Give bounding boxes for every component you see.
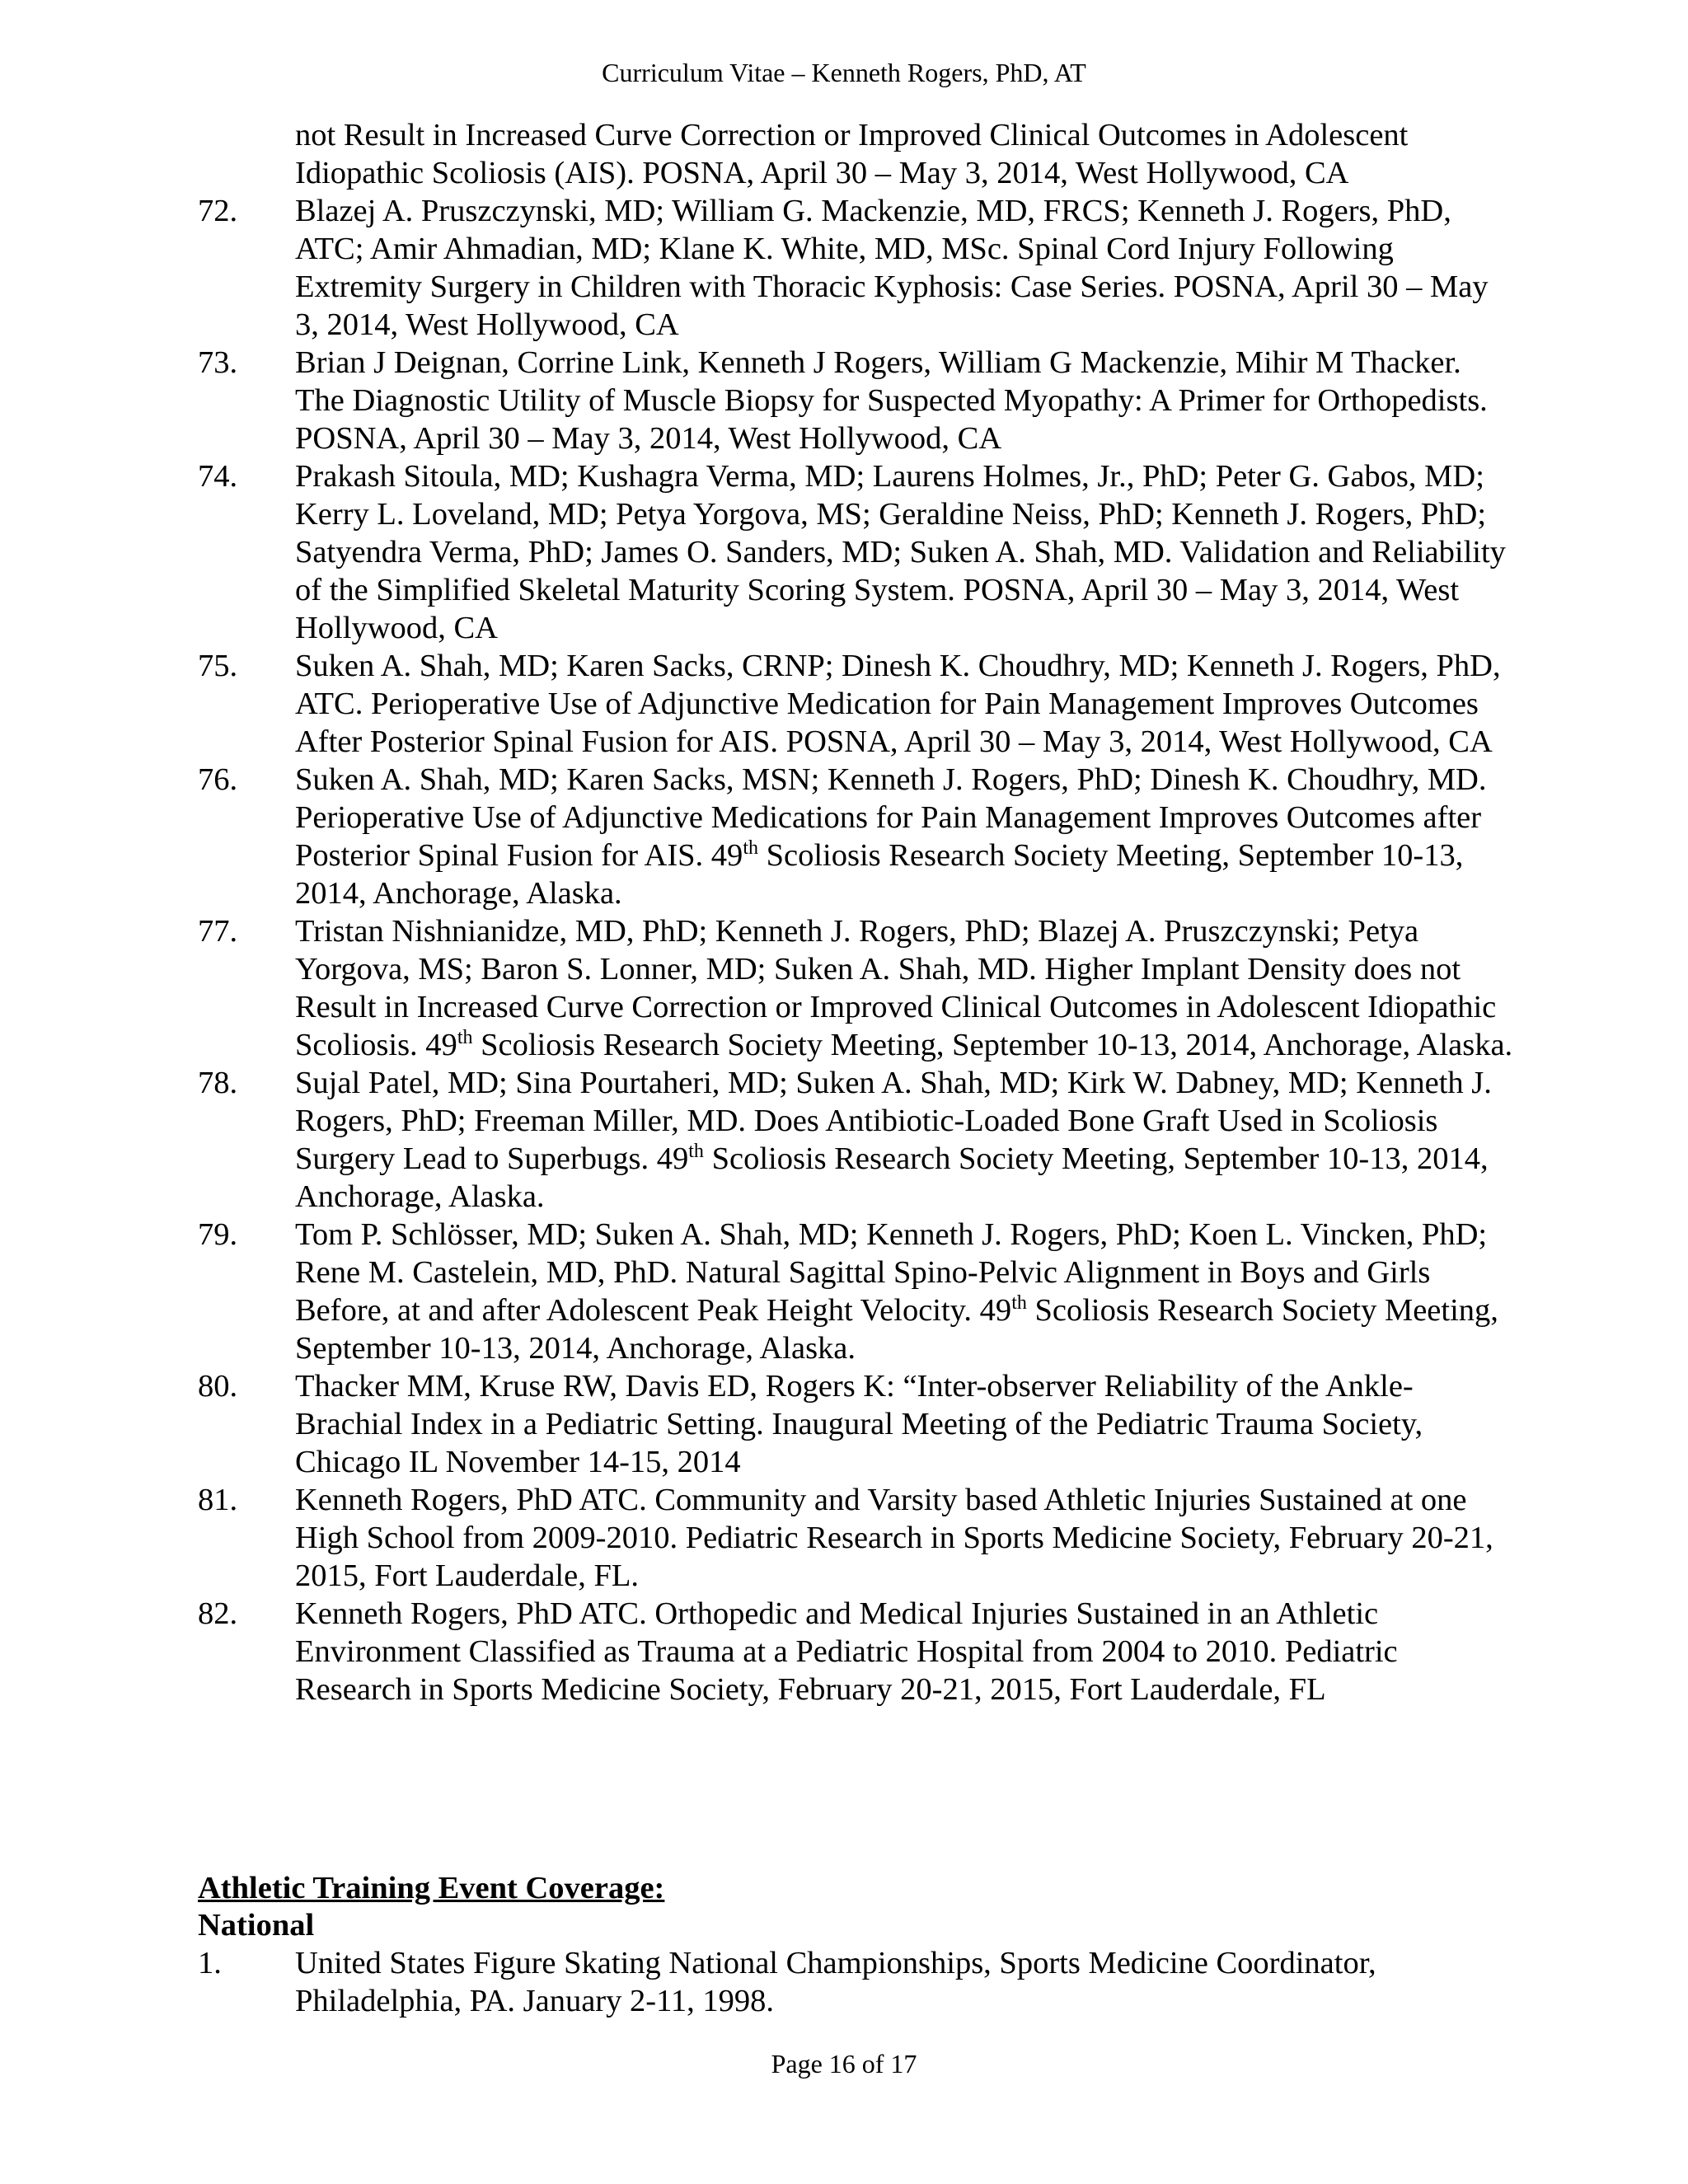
entry-number: 74.: [198, 459, 238, 494]
list-item: [198, 192, 1517, 344]
entry-text-before: Suken A. Shah, MD; Karen Sacks, MSN; Kenneth J. Rogers, PhD; Dinesh K. Choudhry, MD. Perioperative Use of Adjunctive Medications for Pain Management Improves Outcomes after Posterior Spinal Fusion for AIS. 49: [295, 762, 1487, 873]
entry-text: United States Figure Skating National Championships, Sports Medicine Coordinator, Philadelphia, PA. January 2-11, 1998.: [295, 1946, 1376, 2018]
presentations-list: [198, 116, 1517, 1708]
list-item: [198, 1216, 1517, 1367]
ordinal-suffix: th: [743, 837, 758, 859]
entry-number: 78.: [198, 1066, 238, 1100]
entry-text: [295, 762, 1486, 911]
entry-text: [295, 1066, 1492, 1214]
entry-text-before: Tom P. Schlösser, MD; Suken A. Shah, MD; Kenneth J. Rogers, PhD; Koen L. Vincken, PhD; Rene M. Castelein, MD, PhD. Natural Sagittal Spino-Pelvic Alignment in Boys and Girls Before, at and after Adolescent Peak Height Velocity. 49: [295, 1217, 1488, 1328]
entry-number: 72.: [198, 194, 238, 228]
entry-text-after: Scoliosis Research Society Meeting, September 10-13, 2014, Anchorage, Alaska.: [295, 1293, 1498, 1366]
list-item: [198, 344, 1517, 457]
list-item: [198, 1064, 1517, 1216]
entry-text: Kenneth Rogers, PhD ATC. Community and Varsity based Athletic Injuries Sustained at one High School from 2009-2010. Pediatric Research in Sports Medicine Society, February 20-21, 2015, Fort Lauderdale, FL.: [295, 1483, 1493, 1593]
entry-text: Kenneth Rogers, PhD ATC. Orthopedic and Medical Injuries Sustained in an Athletic Environment Classified as Trauma at a Pediatric Hospital from 2004 to 2010. Pediatric Research in Sports Medicine Society, February 20-21, 2015, Fort Lauderdale, FL: [295, 1596, 1398, 1707]
list-item: [198, 1367, 1517, 1481]
entry-text: Blazej A. Pruszczynski, MD; William G. Mackenzie, MD, FRCS; Kenneth J. Rogers, PhD, ATC; Amir Ahmadian, MD; Klane K. White, MD, MSc. Spinal Cord Injury Following Extremity Surgery in Children with Thoracic Kyphosis: Case Series. POSNA, April 30 – May 3, 2014, West Hollywood, CA: [295, 194, 1489, 342]
entry-number: 80.: [198, 1369, 238, 1404]
entry-number: 79.: [198, 1217, 238, 1252]
page-number: Page 16 of 17: [771, 2049, 917, 2079]
entry-text: Prakash Sitoula, MD; Kushagra Verma, MD; Laurens Holmes, Jr., PhD; Peter G. Gabos, MD; Kerry L. Loveland, MD; Petya Yorgova, MS; Geraldine Neiss, PhD; Kenneth J. Rogers, PhD; Satyendra Verma, PhD; James O. Sanders, MD; Suken A. Shah, MD. Validation and Reliability of the Simplified Skeletal Maturity Scoring System. POSNA, April 30 – May 3, 2014, West Hollywood, CA: [295, 459, 1506, 645]
ordinal-suffix: th: [457, 1027, 473, 1048]
list-item: [198, 912, 1517, 1064]
ordinal-suffix: th: [688, 1141, 704, 1162]
list-item: [198, 457, 1517, 647]
entry-text: [295, 914, 1512, 1062]
list-item: [198, 1595, 1517, 1708]
entry-text: Suken A. Shah, MD; Karen Sacks, CRNP; Dinesh K. Choudhry, MD; Kenneth J. Rogers, PhD, ATC. Perioperative Use of Adjunctive Medication for Pain Management Improves Outcomes After Posterior Spinal Fusion for AIS. POSNA, April 30 – May 3, 2014, West Hollywood, CA: [295, 649, 1501, 759]
section-heading: Athletic Training Event Coverage:: [198, 1871, 665, 1905]
entry-number: 77.: [198, 914, 238, 949]
entry-number: 81.: [198, 1483, 238, 1517]
list-item: [198, 647, 1517, 761]
list-item: [198, 1481, 1517, 1595]
list-item: [198, 116, 1517, 192]
list-item: [198, 1944, 1517, 2020]
entry-number: 82.: [198, 1596, 238, 1631]
page-header: Curriculum Vitae – Kenneth Rogers, PhD, AT: [602, 58, 1086, 87]
event-coverage-list: [198, 1944, 1517, 2020]
entry-text-after: Scoliosis Research Society Meeting, September 10-13, 2014, Anchorage, Alaska.: [295, 1141, 1489, 1214]
entry-number: 73.: [198, 345, 238, 380]
list-item: [198, 761, 1517, 912]
entry-text: Thacker MM, Kruse RW, Davis ED, Rogers K: “Inter-observer Reliability of the Ankle-Brachial Index in a Pediatric Setting. Inaugural Meeting of the Pediatric Trauma Society, Chicago IL November 14-15, 2014: [295, 1369, 1423, 1479]
entry-number: 1.: [198, 1946, 222, 1980]
entry-text: Brian J Deignan, Corrine Link, Kenneth J Rogers, William G Mackenzie, Mihir M Thacker. The Diagnostic Utility of Muscle Biopsy for Suspected Myopathy: A Primer for Orthopedists. POSNA, April 30 – May 3, 2014, West Hollywood, CA: [295, 345, 1488, 456]
entry-number: 76.: [198, 762, 238, 797]
entry-text: [295, 1217, 1498, 1366]
entry-text-before: Tristan Nishnianidze, MD, PhD; Kenneth J. Rogers, PhD; Blazej A. Pruszczynski; Petya Yorgova, MS; Baron S. Lonner, MD; Suken A. Shah, MD. Higher Implant Density does not Result in Increased Curve Correction or Improved Clinical Outcomes in Adolescent Idiopathic Scoliosis. 49: [295, 914, 1497, 1062]
subsection-heading: National: [198, 1908, 315, 1943]
entry-text: not Result in Increased Curve Correction or Improved Clinical Outcomes in Adolescent Idiopathic Scoliosis (AIS). POSNA, April 30 – May 3, 2014, West Hollywood, CA: [295, 118, 1409, 190]
entry-text-before: Sujal Patel, MD; Sina Pourtaheri, MD; Suken A. Shah, MD; Kirk W. Dabney, MD; Kenneth J. Rogers, PhD; Freeman Miller, MD. Does Antibiotic-Loaded Bone Graft Used in Scoliosis Surgery Lead to Superbugs. 49: [295, 1066, 1492, 1176]
entry-text-after: Scoliosis Research Society Meeting, September 10-13, 2014, Anchorage, Alaska.: [472, 1028, 1513, 1062]
entry-text-after: Scoliosis Research Society Meeting, September 10-13, 2014, Anchorage, Alaska.: [295, 838, 1464, 911]
entry-number: 75.: [198, 649, 238, 683]
ordinal-suffix: th: [1011, 1292, 1027, 1314]
